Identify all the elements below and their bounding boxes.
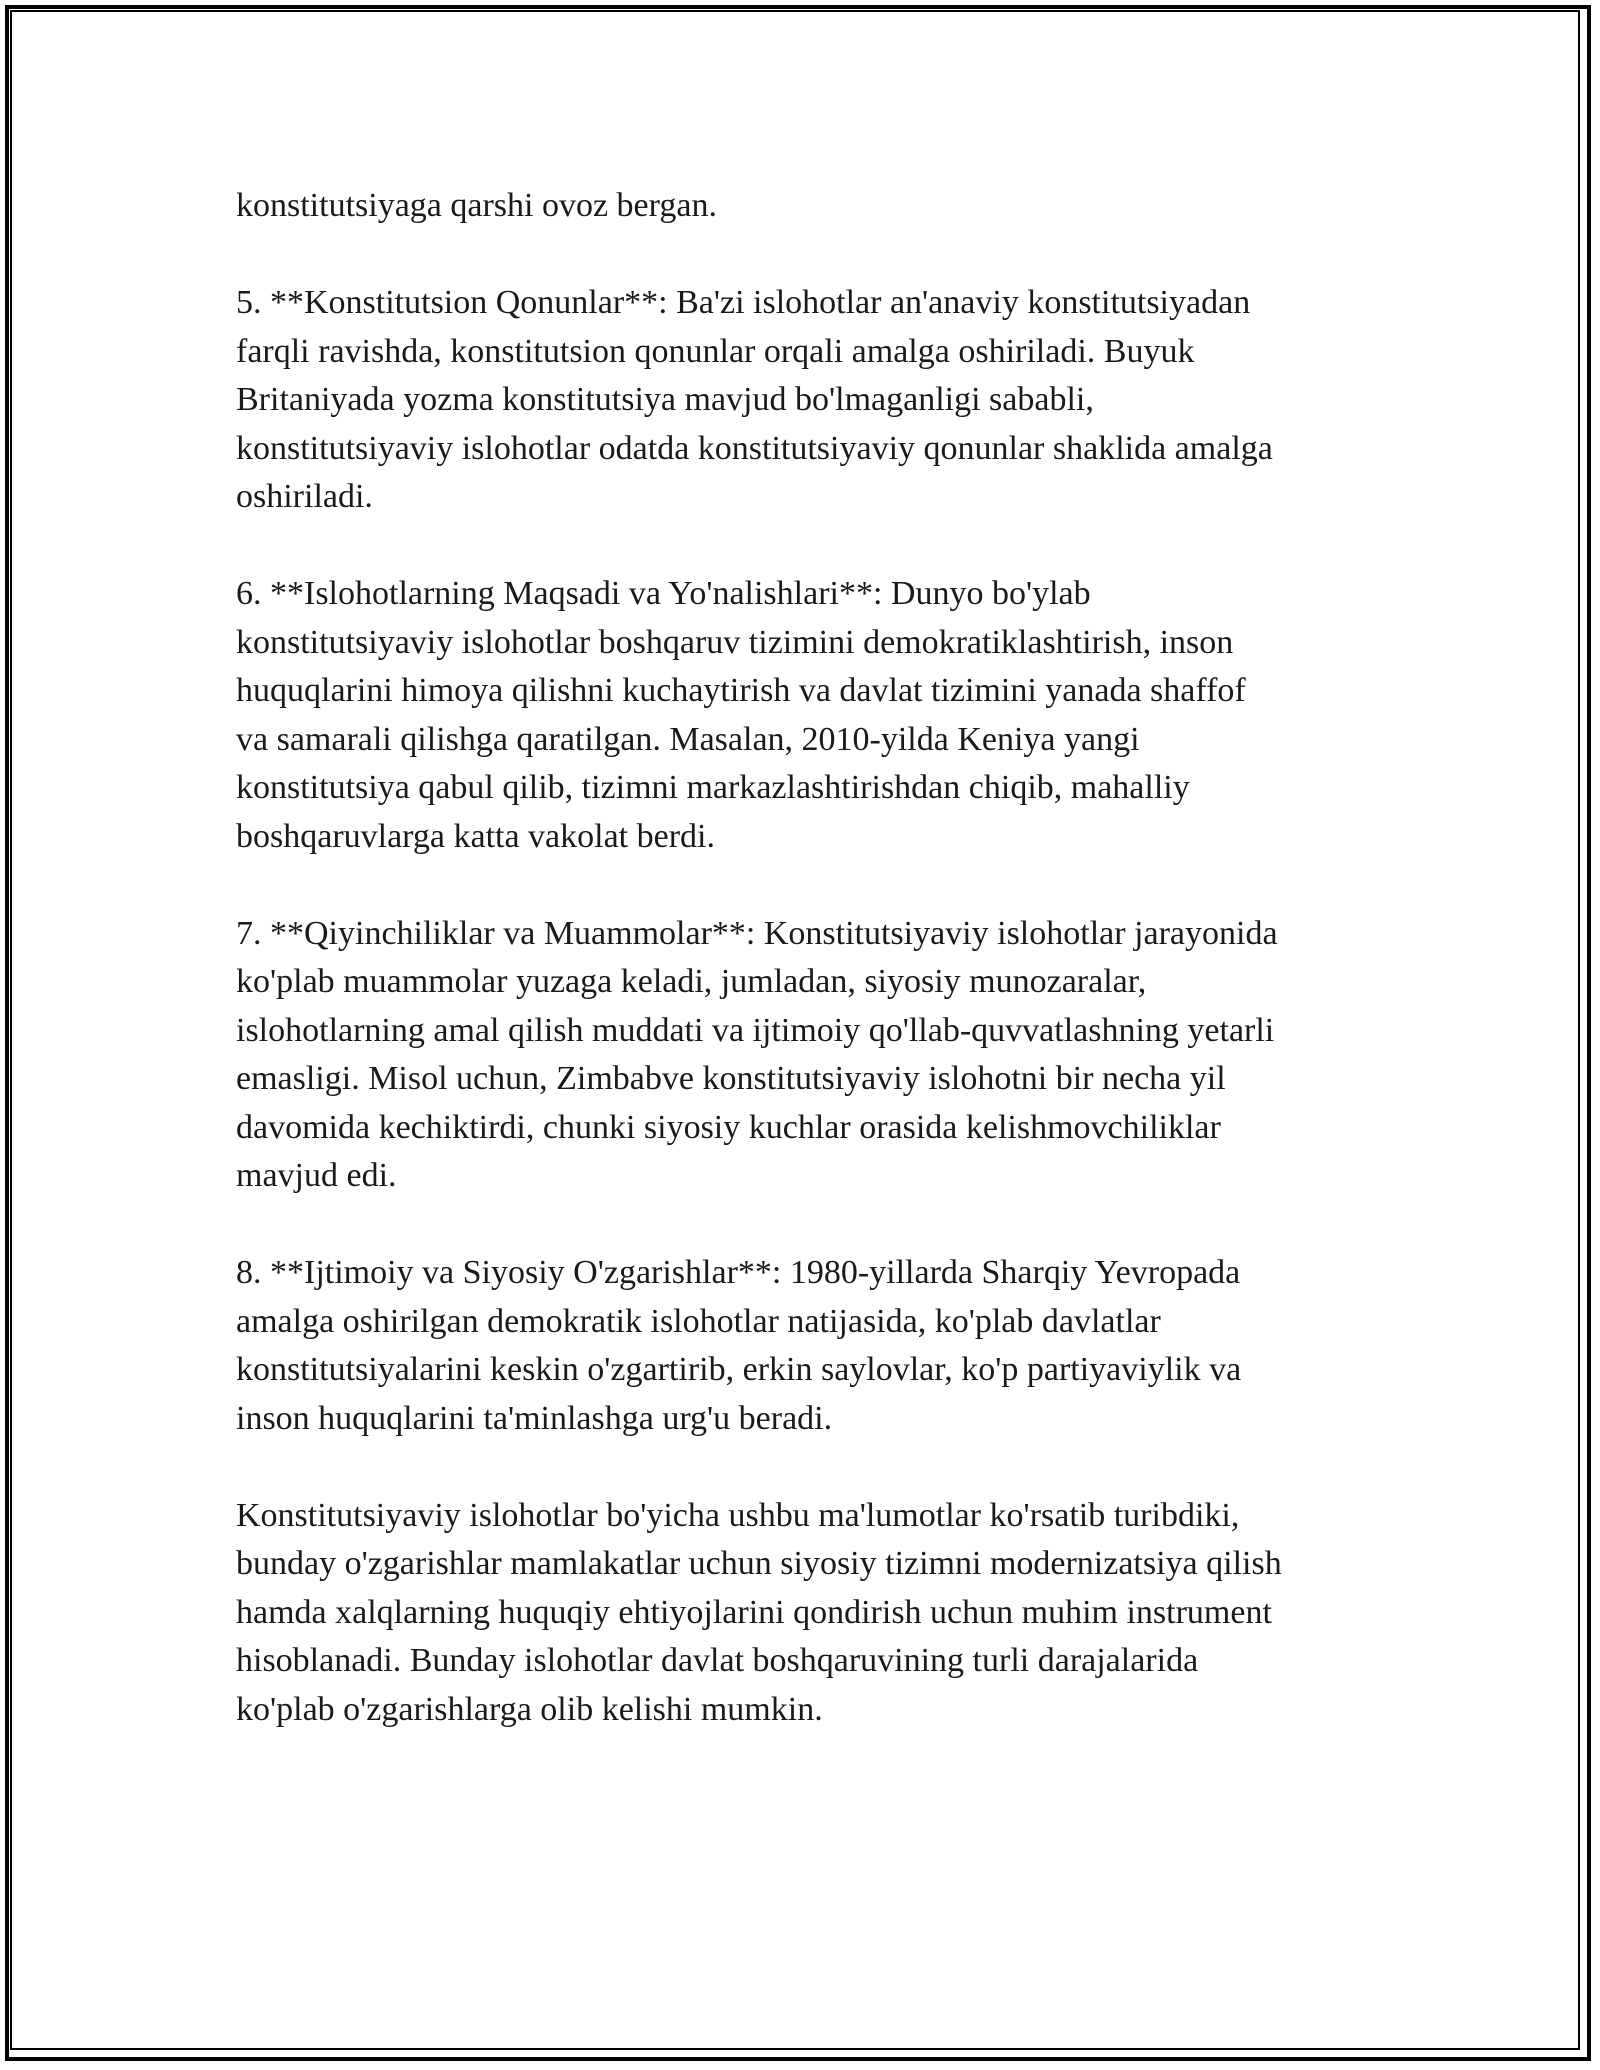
paragraph-item-6: 6. **Islohotlarning Maqsadi va Yo'nalishlari**: Dunyo bo'ylab konstitutsiyaviy islohotlar boshqaruv tizimini demokratiklashtirish, inson huquqlarini himoya qilishni kuchaytirish va davlat tizimini yanada shaffof va samarali qilishga qaratilgan. Masalan, 2010-yilda Keniya yangi konstitutsiya qabul qilib, tizimni markazlashtirishdan chiqib, mahalliy boshqaruvlarga katta vakolat berdi. xyxy=(236,575,1246,855)
paragraph-item-7: 7. **Qiyinchiliklar va Muammolar**: Konstitutsiyaviy islohotlar jarayonida ko'plab muammolar yuzaga keladi, jumladan, siyosiy munozaralar, islohotlarning amal qilish muddati va ijtimoiy qo'llab-quvvatlashning yetarli emasligi. Misol uchun, Zimbabve konstitutsiyaviy islohotni bir necha yil davomida kechiktirdi, chunki siyosiy kuchlar orasida kelishmovchiliklar mavjud edi. xyxy=(236,914,1278,1194)
paragraph-continuation: konstitutsiyaga qarshi ovoz bergan. xyxy=(236,187,717,224)
paragraph-conclusion: Konstitutsiyaviy islohotlar bo'yicha ushbu ma'lumotlar ko'rsatib turibdiki, bunday o'zgarishlar mamlakatlar uchun siyosiy tizimni modernizatsiya qilish hamda xalqlarning huquqiy ehtiyojlarini qondirish uchun muhim instrument hisoblanadi. Bunday islohotlar davlat boshqaruvining turli darajalarida ko'plab o'zgarishlarga olib kelishi mumkin. xyxy=(236,1496,1282,1728)
paragraph-item-8: 8. **Ijtimoiy va Siyosiy O'zgarishlar**: 1980-yillarda Sharqiy Yevropada amalga oshirilgan demokratik islohotlar natijasida, ko'plab davlatlar konstitutsiyalarini keskin o'zgartirib, erkin saylovlar, ko'p partiyaviylik va inson huquqlarini ta'minlashga urg'u beradi. xyxy=(236,1254,1242,1437)
document-body xyxy=(236,182,1376,1783)
paragraph-item-5: 5. **Konstitutsion Qonunlar**: Ba'zi islohotlar an'anaviy konstitutsiyadan farqli ravishda, konstitutsion qonunlar orqali amalga oshiriladi. Buyuk Britaniyada yozma konstitutsiya mavjud bo'lmaganligi sababli, konstitutsiyaviy islohotlar odatda konstitutsiyaviy qonunlar shaklida amalga oshiriladi. xyxy=(236,284,1273,515)
